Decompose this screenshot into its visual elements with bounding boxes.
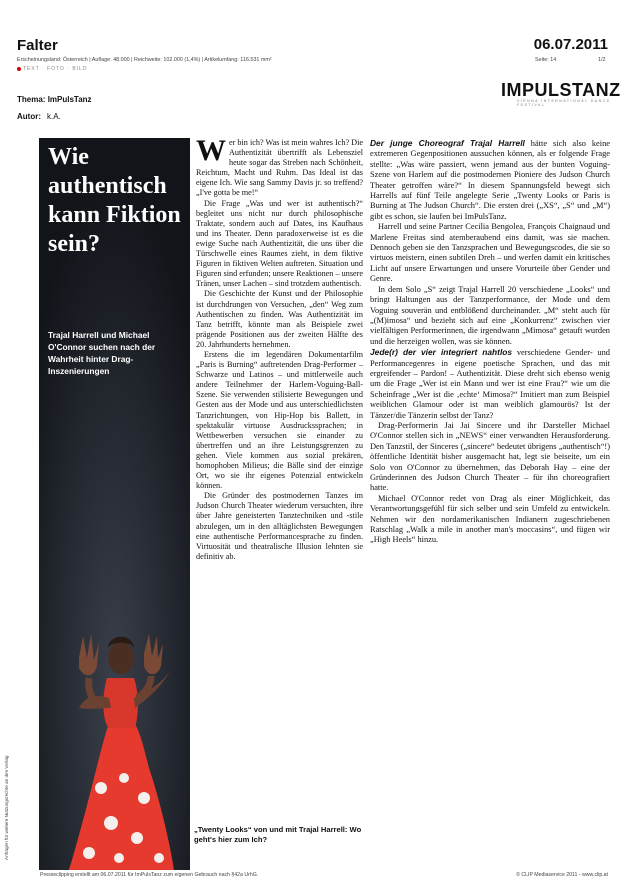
logo-subtitle: VIENNA INTERNATIONAL DANCE FESTIVAL bbox=[517, 99, 611, 107]
publication-name: Falter bbox=[17, 37, 58, 54]
impulstanz-logo: IMPULSTANZ bbox=[501, 80, 621, 100]
paragraph-text: verschiedene Gender- und Performancegenres in eigene poetische Sprachen, und das mit ergreifender – Pardon! – Authentizität. Diese dreht sich ebenso wenig um die Frage „Wer ist ein Mann und wer ist eine Frau?“ wie um die Scheinfrage „Wer ist die ‚echte‘ Mimosa?“ Imitiert man zum Beispiel weiblichen Glamour oder ist man weiblich glamourös? Ist der Tänzer/die Tänzerin selbst der Tanz? bbox=[370, 348, 610, 420]
side-rights-label: Anfragen für weitere Nutzungsrechte an den Verlag bbox=[4, 755, 9, 860]
autor-line bbox=[17, 112, 61, 121]
page-number: Seite: 14 bbox=[535, 57, 557, 63]
paragraph: Michael O'Connor redet von Drag als einer Möglichkeit, das Verantwortungsgefühl für sich selber und sein Umfeld zu entwickeln. Nehmen wir den nordamerikanischen Indianern zugeschriebenen Ratschlag „Walk a mile in another man's moccasins“, und fügen wir „High Heels“ hinzu. bbox=[370, 493, 610, 545]
drop-cap: W bbox=[196, 134, 226, 167]
publication-meta: Erscheinungsland: Österreich | Auflage: 48.000 | Reichweite: 102.000 (1,4%) | Artikelumfang: 116.531 mm² bbox=[17, 57, 272, 63]
paragraph: Drag-Performerin Jai Jai Sincere und ihr Darsteller Michael O'Connor stellen sich in „NEWS“ einer verwandten Herausforderung. Den Tanzstil, der Sinceres („sincere“ bedeutet übrigens „authentisch“!) öffentliche Identität bisher ausgemacht hat, legt sie beiseite, um ein Solo von O'Connor zu übernehmen, das Deborah Hay – eine der Gründerinnen des Judson Church Theater – für ihn choreografiert hatte. bbox=[370, 420, 610, 493]
article-subhead: Trajal Harrell und Michael O'Connor suchen nach der Wahrheit hinter Drag-Inszenierungen bbox=[48, 330, 156, 376]
paragraph bbox=[370, 347, 610, 421]
footer-copyright: © CLIP Mediaservice 2011 - www.clip.at bbox=[516, 872, 608, 878]
paragraph: Die Gründer des postmodernen Tanzes im Judson Church Theater wiederum versuchten, ihre über Jahre geneisterten Tanztechniken und -stile abzulegen, um in den alltäglichsten Bewegungen eine authentische Performancesprache zu finden. Virtuosität und theatralische Illusion lehnten sie definitiv ab. bbox=[196, 491, 363, 561]
thema-value: ImPulsTanz bbox=[47, 95, 92, 104]
paragraph bbox=[370, 138, 610, 222]
paragraph: Erstens die im legendären Dokumentarfilm „Paris is Burning“ auftretenden Drag-Performer – Schwarze und Latinos – und mittlerweile auch andere Teilnehmer der Harlem-Voguing-Ball-Szene. Sie verwenden stilisierte Bewegungen und Gesten aus der Mode und aus unterschiedlichsten Tanzrichtungen, von Hip-Hop bis Ballett, in spektakulär virtuose Ausdruckssprachen; in Wettbewerben versuchen sie einander zu übertreffen und an ihre Leistungsgrenzen zu gehen. Viele kommen aus sozial prekären, homophoben Milieus; die Bälle sind der einzige Ort, wo sie ihr eigenes Potenzial entwickeln können. bbox=[196, 349, 363, 491]
autor-value: k.A. bbox=[47, 112, 61, 121]
lead-in: Jede(r) der vier integriert nahtlos bbox=[370, 347, 513, 358]
article-headline: Wie authentisch kann Fiktion sein? bbox=[48, 144, 181, 257]
tag-text: TEXT · FOTO · BILD bbox=[23, 66, 88, 72]
article-column-1 bbox=[196, 134, 363, 562]
paragraph-text: hätte sich also keine extremeren Gegenpositionen aussuchen können, als er folgende Frage stellte: „Was wäre passiert, wenn jemand aus der bunten Voguing-Szene von Harlem auf die postmodernen Pioniere des Judson Church Theater getroffen wäre?“ In diesem Spannungsfeld bewegt sich Harrells auf fünf Teile angelegte Serie „Twenty Looks or Paris is Burning at The Judson Church“. Die ersten drei („XS“, „S“ und „M“) gibt es schon, sie laufen bei ImPulsTanz. bbox=[370, 139, 610, 221]
footer-clipping-note: Presseclipping erstellt am 06.07.2011 für ImPulsTanz zum eigenen Gebrauch nach §42a UrhG. bbox=[40, 872, 259, 878]
tag-dot-icon bbox=[17, 67, 21, 71]
photo-caption: „Twenty Looks“ von und mit Trajal Harrell: Wo geht's hier zum Ich? bbox=[194, 825, 362, 844]
paragraph: In dem Solo „S“ zeigt Trajal Harrell 20 verschiedene „Looks“ und bringt Haltungen aus der Tanzperformance, der Mode und dem Voguing souverän und entblößend durcheinander. „M“ steht auch für „(M)imosa“ und bezieht sich auf eine „Konkurrenz“ zwischen vier vielfältigen Performerinnen, die irgendwann „Mimosa“ getauft wurden und die herzeigen wollen, was sie können. bbox=[370, 284, 610, 346]
page-of: 1/2 bbox=[598, 57, 606, 63]
paragraph bbox=[196, 134, 363, 199]
autor-label: Autor: bbox=[17, 112, 41, 121]
thema-label: Thema: bbox=[17, 95, 46, 104]
article-column-2 bbox=[370, 138, 610, 546]
paragraph: Die Frage „Was und wer ist authentisch?“ begleitet uns nicht nur durch philosophische Traktate, sondern auch auf Dates, ins Kaufhaus und ins Theater. Denn paradoxerweise ist es die ewige Suche nach Authentizität, die uns über die Türschwelle eines Raumes zieht, in dem fiktive Figuren in fiktiven Welten auftreten. Situation und Figuren sind erfunden; unsere Reaktionen – unsere Tränen, unser Lachen – sind trotzdem authentisch. bbox=[196, 198, 363, 289]
thema-line bbox=[17, 95, 92, 104]
lead-in: Der junge Choreograf Trajal Harrell bbox=[370, 138, 525, 148]
publication-date: 06.07.2011 bbox=[533, 36, 608, 53]
tag-row bbox=[17, 66, 88, 72]
paragraph-text: er bin ich? Was ist mein wahres Ich? Die Authentizität übertrifft als Lebensziel heute sogar das Streben nach Schönheit, Reichtum, Macht und Ruhm. Das Ideal ist das eigene Ich. Wie sang Sammy Davis jr. so treffend? „I've gotta be me!“ bbox=[196, 138, 363, 198]
paragraph: Die Geschichte der Kunst und der Philosophie ist durchdrungen von Versuchen, „den“ Weg zum Authentischen zu finden. Was Authentizität im Tanz betrifft, könnte man als Beispiele zwei prägende Positionen aus der zweiten Hälfte des 20. Jahrhunderts hernehmen. bbox=[196, 289, 363, 349]
paragraph: Harrell und seine Partner Cecilia Bengolea, François Chaignaud und Marlene Freitas sind atemberaubend eins damit, was sie machen. Dennoch geben sie den Tanzsprachen und Bewegungscodes, die sie so virtuos meistern, einen subtilen Dreh – und werfen damit ein kritisches Licht auf unsere Erwartungen und unsere Vorurteile über Gender und Genre. bbox=[370, 222, 610, 284]
